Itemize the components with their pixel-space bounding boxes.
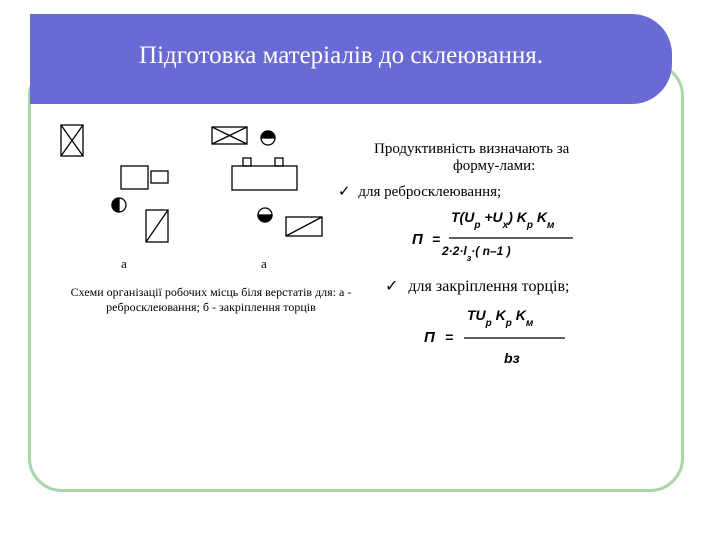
slashed-box-right — [286, 217, 322, 236]
crossed-box-left — [61, 125, 83, 156]
diagram-label-left: а — [121, 256, 127, 271]
formula2-numerator: $TU_p$ $K_p$ $K_м$ — [467, 307, 534, 329]
formula1-eq: = — [432, 231, 441, 247]
bullet-1 — [338, 182, 501, 201]
diagram-caption: Схеми організації робочих місць біля верстатів для: а - ребросклеювання; б - закріплення торців — [70, 285, 352, 314]
formula1-denominator: $2\cdot 2\cdot l_з\cdot$( n–1 ) — [442, 244, 511, 263]
slide-title: Підготовка матеріалів до склеювання. — [139, 42, 543, 69]
checkmark-icon: ✓ — [338, 184, 351, 200]
formula1-lhs: П — [412, 231, 423, 248]
worker-bottom-right-icon — [258, 208, 272, 222]
worker-top-right-icon — [261, 131, 275, 145]
diagram-label-right: а — [261, 256, 267, 271]
formula-rib-gluing — [405, 205, 585, 267]
checkmark-icon: ✓ — [385, 278, 399, 295]
formula2-denominator: bз — [504, 350, 520, 366]
worker-left-icon — [112, 198, 126, 212]
bullet-2-text: для закріплення торців; — [408, 278, 570, 295]
crossed-box-right — [212, 127, 247, 144]
bullet-2 — [385, 276, 569, 296]
intro-line-1: Продуктивність визначають за — [374, 141, 570, 157]
formula-end-fixing — [420, 302, 570, 372]
formula2-lhs: П — [424, 329, 435, 346]
formula2-eq: = — [445, 329, 454, 345]
slashed-box-left — [146, 210, 168, 242]
machine-left — [121, 166, 168, 189]
bullet-1-text: для ребросклеювання; — [358, 184, 502, 200]
formula1-numerator: $T(U_p +U_x)$ $K_p$ $K_м$ — [451, 209, 555, 231]
intro-line-2: форму-лами: — [453, 158, 536, 174]
machine-right — [232, 158, 297, 190]
